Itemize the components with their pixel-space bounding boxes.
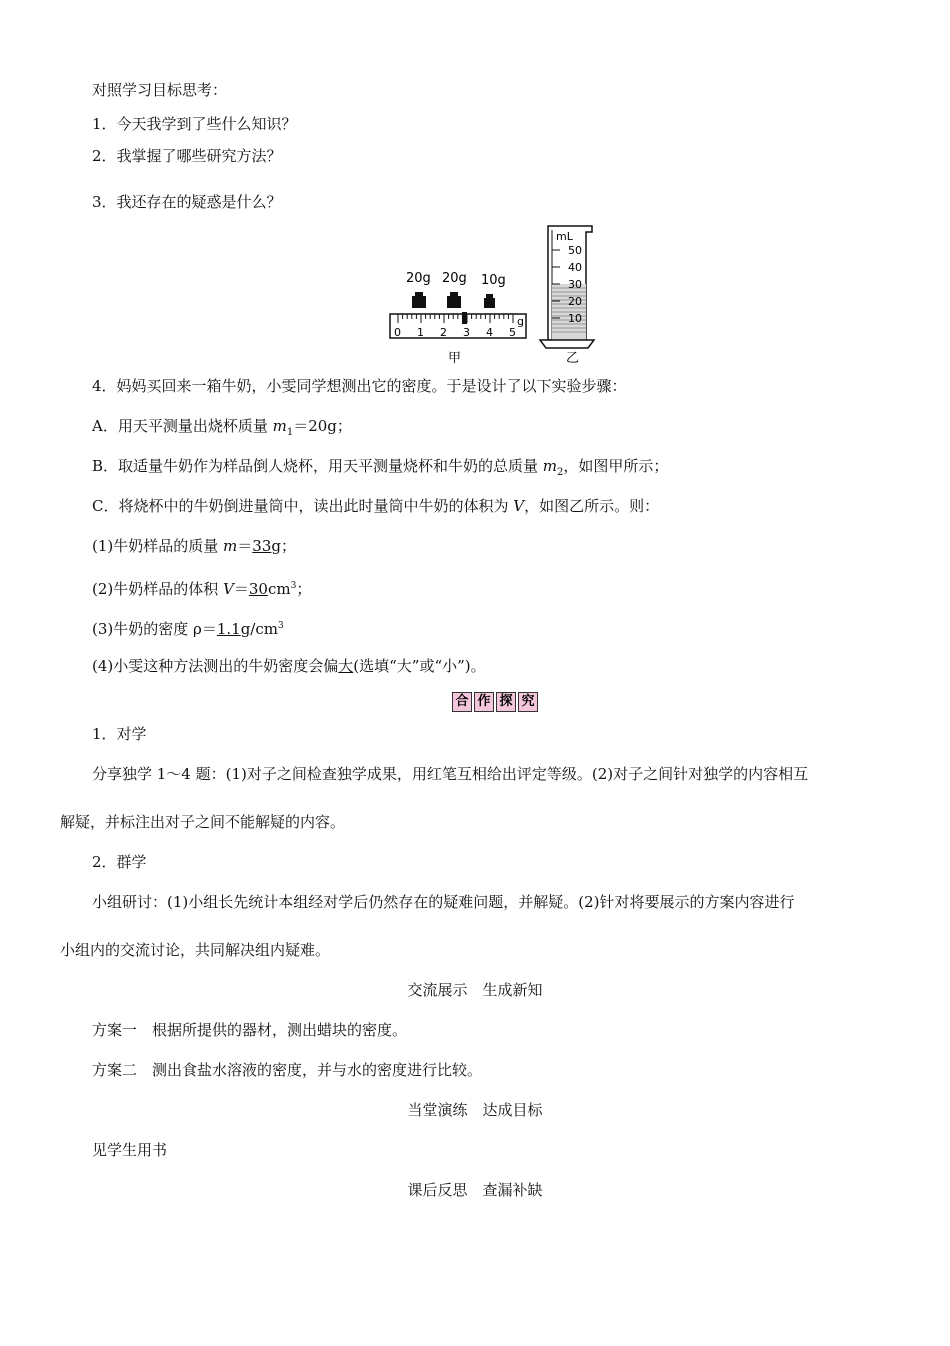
scale-tick-1: 1 (417, 326, 424, 339)
coop-char-4: 究 (518, 692, 538, 712)
practice-text: 见学生用书 (92, 1141, 168, 1159)
coop-char-3: 探 (496, 692, 516, 712)
coop-char-1: 合 (452, 692, 472, 712)
answer-3-text: (3)牛奶的密度 ρ＝ (92, 620, 217, 638)
pair-heading: 1．对学 (92, 725, 147, 743)
pair-line-2: 解疑，并标注出对子之间不能解疑的内容。 (60, 813, 346, 831)
step-b-text: B．取适量牛奶作为样品倒人烧杯，用天平测量烧杯和牛奶的总质量 (92, 457, 543, 475)
weight-10g (484, 294, 495, 308)
answer-4-post: (选填“大”或“小”)。 (353, 657, 486, 675)
answer-1-var: m (223, 537, 238, 555)
step-a-text: A．用天平测量出烧杯质量 (92, 417, 273, 435)
coop-char-2: 作 (474, 692, 494, 712)
plan-1: 方案一 根据所提供的器材，测出蜡块的密度。 (92, 1021, 408, 1039)
step-a-post: ＝20g； (293, 417, 352, 435)
step-c-post: ，如图乙所示。则： (524, 497, 660, 515)
cylinder-tick-20: 20 (568, 295, 582, 308)
answer-4-text: (4)小雯这种方法测出的牛奶密度会偏 (92, 657, 339, 675)
answer-3-sup: 3 (277, 621, 284, 631)
reflect-question-2: 2．我掌握了哪些研究方法？ (92, 147, 282, 165)
step-b-post: ，如图甲所示； (563, 457, 669, 475)
scale-tick-4: 4 (486, 326, 493, 339)
reflect-question-1: 1．今天我学到了些什么知识？ (92, 115, 297, 133)
scale-tick-0: 0 (394, 326, 401, 339)
answer-2-eq: ＝ (233, 580, 249, 598)
answer-3 (92, 616, 284, 639)
cylinder-tick-30: 30 (568, 278, 582, 291)
scale-tick-2: 2 (440, 326, 447, 339)
scale-tick-3: 3 (463, 326, 470, 339)
answer-2-unit: cm (267, 580, 291, 598)
answer-2-text: (2)牛奶样品的体积 (92, 580, 224, 598)
problem4-step-c (92, 496, 659, 516)
answer-1-text: (1)牛奶样品的质量 (92, 537, 224, 555)
step-b-sub: 2 (557, 467, 564, 478)
measuring-cylinder (540, 226, 594, 348)
answer-1-unit: g； (271, 537, 296, 555)
cylinder-tick-50: 50 (568, 244, 582, 257)
scale-unit: g (517, 315, 524, 328)
answer-1 (92, 536, 296, 556)
cylinder-tick-40: 40 (568, 261, 582, 274)
cylinder-tick-10: 10 (568, 312, 582, 325)
answer-4 (92, 656, 486, 676)
answer-2-end: ； (296, 580, 312, 598)
experiment-figure (380, 222, 610, 368)
answer-2-sup: 3 (290, 581, 297, 591)
step-b-var: m (542, 457, 558, 475)
weight-label-2: 20g (442, 271, 467, 286)
reflect-heading: 对照学习目标思考： (92, 81, 228, 99)
answer-1-eq: ＝ (237, 537, 253, 555)
weight-20g-1 (412, 292, 426, 308)
caption-jia: 甲 (448, 351, 462, 366)
rider-marker (462, 312, 467, 324)
answer-3-unit: g/cm (240, 620, 278, 638)
step-a-var: m (272, 417, 287, 435)
caption-yi: 乙 (566, 351, 580, 366)
after-title: 课后反思 查漏补缺 (407, 1181, 543, 1199)
step-c-text: C．将烧杯中的牛奶倒进量筒中，读出此时量筒中牛奶的体积为 (92, 497, 514, 515)
show-title: 交流展示 生成新知 (407, 981, 543, 999)
group-line-2: 小组内的交流讨论，共同解决组内疑难。 (60, 941, 331, 959)
reflect-question-3: 3．我还存在的疑惑是什么？ (92, 193, 282, 211)
step-c-var: V (513, 497, 525, 515)
answer-4-value: 大 (338, 657, 354, 675)
step-a-sub: 1 (286, 427, 294, 438)
answer-1-value: 33 (252, 537, 272, 555)
group-heading: 2．群学 (92, 853, 147, 871)
problem4-step-b (92, 456, 668, 483)
weight-20g-2 (447, 292, 461, 308)
scale-tick-5: 5 (509, 326, 516, 339)
group-line-1: 小组研讨：(1)小组长先统计本组经对学后仍然存在的疑难问题，并解疑。(2)针对将要展示的方案内容进行 (92, 893, 795, 911)
answer-2 (92, 576, 311, 599)
practice-title: 当堂演练 达成目标 (407, 1101, 543, 1119)
problem4-intro: 4．妈妈买回来一箱牛奶，小雯同学想测出它的密度。于是设计了以下实验步骤： (92, 377, 627, 395)
weight-label-3: 10g (481, 273, 506, 288)
problem4-step-a (92, 416, 352, 443)
pair-line-1: 分享独学 1～4 题：(1)对子之间检查独学成果，用红笔互相给出评定等级。(2)对子之间针对独学的内容相互 (92, 765, 809, 783)
plan-2: 方案二 测出食盐水溶液的密度，并与水的密度进行比较。 (92, 1061, 483, 1079)
answer-3-value: 1.1 (216, 620, 241, 638)
weight-label-1: 20g (406, 271, 431, 286)
cylinder-unit: mL (556, 230, 573, 243)
answer-2-value: 30 (248, 580, 268, 598)
answer-2-var: V (223, 580, 234, 598)
coop-explore-title (452, 692, 538, 712)
